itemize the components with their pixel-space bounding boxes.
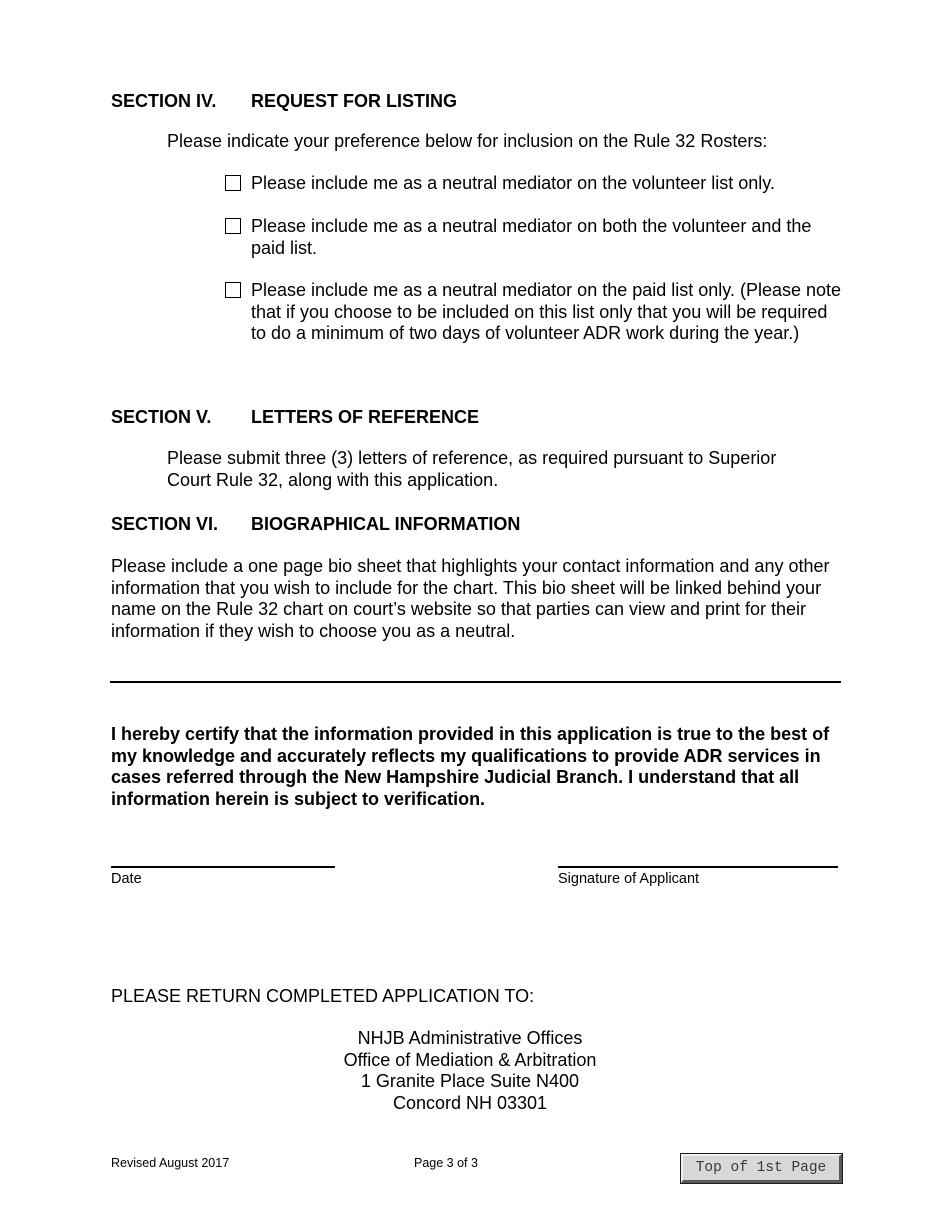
date-label: Date (111, 871, 142, 887)
address-line: Concord NH 03301 (392, 1092, 548, 1113)
signature-line (558, 866, 838, 868)
section-iv-number: SECTION IV. (111, 91, 217, 111)
section-vi-body: Please include a one page bio sheet that highlights your contact information and any other information that you wish to include for the chart. This bio sheet will be linked behind your name on the Rule 32 chart on court’s website so that parties can view and print for their information if they wish to choose you as a neutral. (111, 556, 830, 641)
option-paid-only-label: Please include me as a neutral mediator on the paid list only. (Please note that if you choose to be included on this list only that you will be required to do a minimum of two days of volunteer ADR work during the year.) (251, 280, 842, 343)
section-iv-title: REQUEST FOR LISTING (251, 91, 458, 111)
section-vi-title: BIOGRAPHICAL INFORMATION (251, 514, 521, 534)
section-divider (110, 681, 841, 683)
address-line: NHJB Administrative Offices (357, 1028, 583, 1048)
revised-date: Revised August 2017 (111, 1156, 230, 1170)
section-vi-number: SECTION VI. (111, 514, 219, 534)
address-line: Office of Mediation & Arbitration (343, 1049, 597, 1070)
option-volunteer-and-paid-label: Please include me as a neutral mediator on both the volunteer and the paid list. (251, 216, 812, 258)
return-heading: PLEASE RETURN COMPLETED APPLICATION TO: (111, 986, 535, 1006)
return-address (270, 1028, 670, 1114)
section-v-title: LETTERS OF REFERENCE (251, 407, 480, 427)
volunteer-and-paid-checkbox[interactable] (225, 218, 241, 234)
address-line: 1 Granite Place Suite N400 (360, 1071, 580, 1091)
signature-label: Signature of Applicant (558, 871, 700, 887)
top-of-first-page-button[interactable]: Top of 1st Page (681, 1154, 842, 1183)
section-v-number: SECTION V. (111, 407, 212, 427)
page-number: Page 3 of 3 (414, 1156, 478, 1170)
section-v-body: Please submit three (3) letters of reference, as required pursuant to Superior Court Rule 32, along with this application. (167, 448, 777, 490)
section-iv-intro: Please indicate your preference below for inclusion on the Rule 32 Rosters: (167, 131, 768, 151)
paid-only-checkbox[interactable] (225, 282, 241, 298)
option-volunteer-only-label: Please include me as a neutral mediator on the volunteer list only. (251, 173, 775, 193)
date-line (111, 866, 335, 868)
certification-statement: I hereby certify that the information provided in this application is true to the best of my knowledge and accurately reflects my qualifications to provide ADR services in cases referred through the New Hampshire Judicial Branch. I understand that all information herein is subject to verification. (111, 724, 830, 809)
volunteer-only-checkbox[interactable] (225, 175, 241, 191)
